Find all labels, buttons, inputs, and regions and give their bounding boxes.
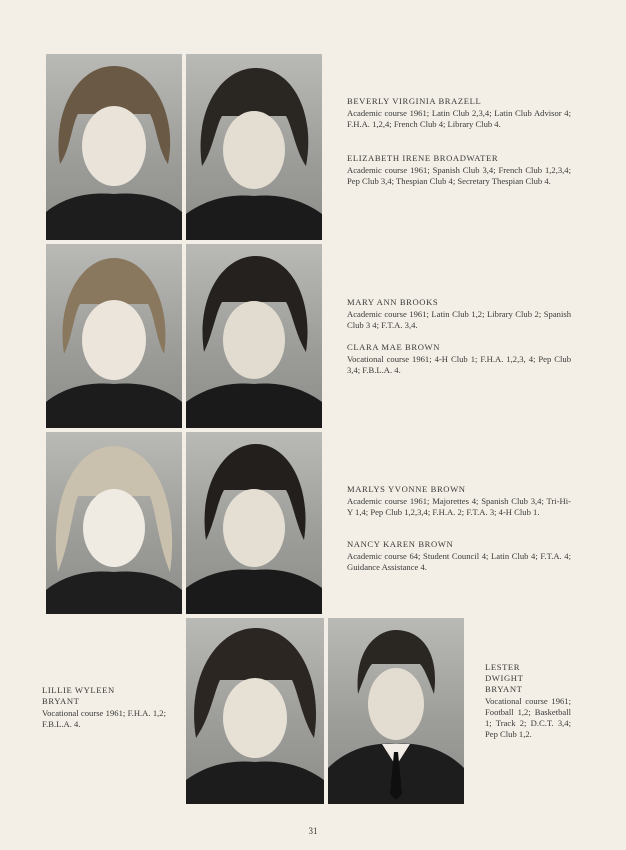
portrait-mary-ann-brooks [46,244,182,428]
portrait-beverly-brazell [46,54,182,240]
student-details: Academic course 1961; Latin Club 1,2; Library Club 2; Spanish Club 3 4; F.T.A. 3,4. [347,309,571,330]
student-details: Vocational course 1961; Football 1,2; Basketball 1; Track 2; D.C.T. 3,4; Pep Club 1,2. [485,696,571,739]
bio-elizabeth-broadwater [347,153,571,187]
student-name: CLARA MAE BROWN [347,342,441,352]
portrait-elizabeth-broadwater [186,54,322,240]
portrait-nancy-brown [186,432,322,614]
student-details: Vocational course 1961; F.H.A. 1,2; F.B.L.A. 4. [42,708,166,729]
student-name: ELIZABETH IRENE BROADWATER [347,153,499,163]
portrait-marlys-brown [46,432,182,614]
student-details: Academic course 1961; Majorettes 4; Spanish Club 3,4; Tri-Hi-Y 1,4; Pep Club 1,2,3,4; F.H.A. 2; F.T.A. 3; 4-H Club 1. [347,496,571,517]
page-number: 31 [308,826,318,836]
portrait-lester-bryant [328,618,464,804]
student-name: MARLYS YVONNE BROWN [347,484,466,494]
bio-beverly-brazell [347,96,571,130]
student-name: NANCY KAREN BROWN [347,539,454,549]
student-details: Academic course 1961; Spanish Club 3,4; French Club 1,2,3,4; Pep Club 3,4; Thespian Club 4; Secretary Thespian Club 4. [347,165,571,186]
bio-marlys-brown [347,484,571,518]
bio-nancy-brown [347,539,571,573]
student-details: Academic course 1961; Latin Club 2,3,4; Latin Club Advisor 4; F.H.A. 1,2,4; French Club 4; Library Club 4. [347,108,571,129]
student-details: Vocational course 1961; 4-H Club 1; F.H.A. 1,2,3, 4; Pep Club 3,4; F.B.L.A. 4. [347,354,571,375]
bio-mary-ann-brooks [347,297,571,331]
student-name: LILLIE WYLEEN BRYANT [42,685,115,706]
bio-clara-mae-brown [347,342,571,376]
student-name: BEVERLY VIRGINIA BRAZELL [347,96,482,106]
student-name: LESTER DWIGHT BRYANT [485,662,524,694]
portrait-clara-mae-brown [186,244,322,428]
student-details: Academic course 64; Student Council 4; Latin Club 4; F.T.A. 4; Guidance Assistance 4. [347,551,571,572]
student-name: MARY ANN BROOKS [347,297,439,307]
bio-lillie-bryant [42,685,166,730]
portrait-lillie-bryant [186,618,324,804]
bio-lester-bryant [485,662,571,740]
